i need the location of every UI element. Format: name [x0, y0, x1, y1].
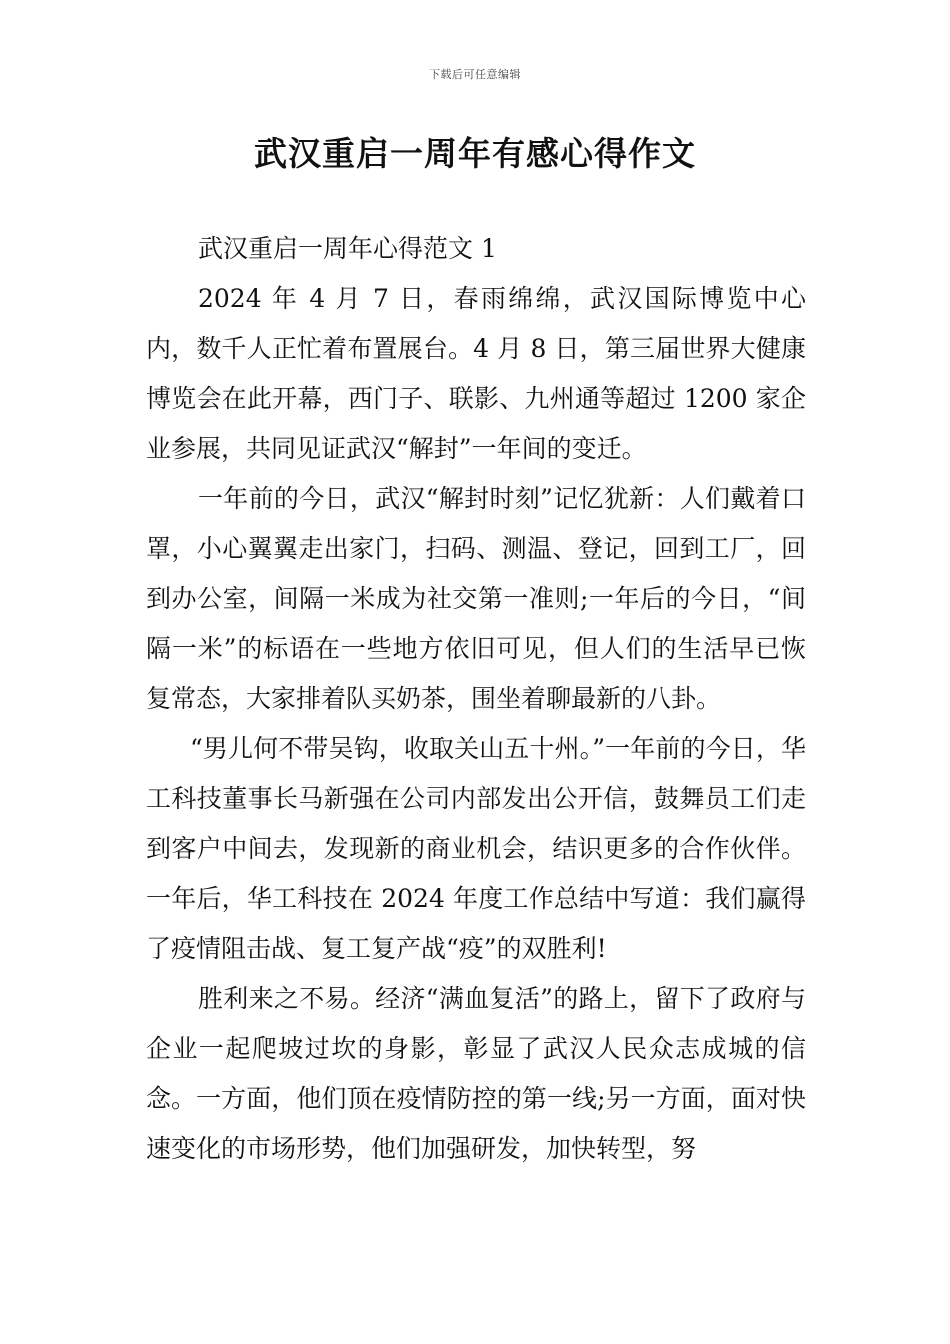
- section-subheading: 武汉重启一周年心得范文 1: [198, 234, 497, 263]
- header-note: 下载后可任意编辑: [429, 68, 521, 81]
- paragraph-3: “男儿何不带吴钩，收取关山五十州。”一年前的今日，华工科技董事长马新强在公司内部发出公开信，鼓舞员工们走到客户中间去，发现新的商业机会，结识更多的合作伙伴。一年后，华工科技在 2024 年度工作总结中写道：我们赢得了疫情阻击战、复工复产战“疫”的双胜利!: [146, 734, 806, 963]
- document-title: 武汉重启一周年有感心得作文: [254, 134, 696, 173]
- paragraph-1: 2024 年 4 月 7 日，春雨绵绵，武汉国际博览中心内，数千人正忙着布置展台。4 月 8 日，第三届世界大健康博览会在此开幕，西门子、联影、九州通等超过 1200 家企业参展，共同见证武汉“解封”一年间的变迁。: [146, 284, 806, 463]
- paragraph-4: 胜利来之不易。经济“满血复活”的路上，留下了政府与企业一起爬坡过坎的身影，彰显了武汉人民众志成城的信念。一方面，他们顶在疫情防控的第一线;另一方面，面对快速变化的市场形势，他们加强研发，加快转型，努: [146, 984, 806, 1163]
- document-body: [146, 224, 806, 1174]
- paragraph-2: 一年前的今日，武汉“解封时刻”记忆犹新：人们戴着口罩，小心翼翼走出家门，扫码、测温、登记，回到工厂，回到办公室，间隔一米成为社交第一准则;一年后的今日，“间隔一米”的标语在一些地方依旧可见，但人们的生活早已恢复常态，大家排着队买奶茶，围坐着聊最新的八卦。: [146, 484, 806, 713]
